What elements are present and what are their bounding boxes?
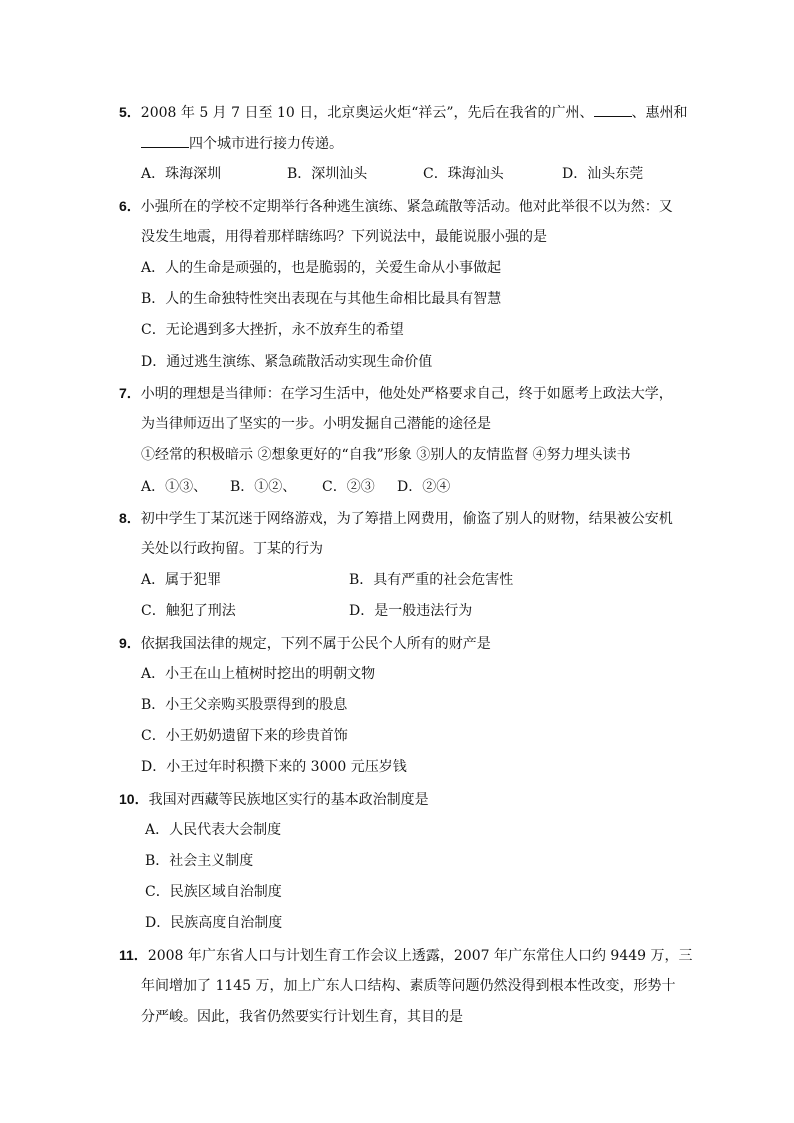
- option-d: D．民族高度自治制度: [145, 915, 283, 931]
- question-number: 5．: [119, 104, 141, 120]
- question-stem: 我国对西藏等民族地区实行的基本政治制度是: [148, 792, 429, 808]
- option-c: C．珠海汕头: [423, 166, 504, 182]
- question-5-line-2: [141, 133, 343, 154]
- option-d: D．②④: [397, 479, 451, 495]
- option-a: A．人的生命是顽强的，也是脆弱的，关爱生命从小事做起: [141, 260, 502, 276]
- option-c: C．无论遇到多大挫折，永不放弃生的希望: [141, 322, 404, 338]
- question-stem: 四个城市进行接力传递。: [189, 136, 343, 152]
- question-7-line-3: [141, 445, 631, 465]
- option-b: B．小王父亲购买股票得到的股息: [141, 697, 348, 713]
- option-b: B．社会主义制度: [145, 853, 254, 869]
- question-5-line-1: [119, 102, 688, 123]
- question-stem: 没发生地震，用得着那样瞎练吗？下列说法中，最能说服小强的是: [141, 229, 547, 245]
- option-a: A．①③、: [141, 479, 208, 495]
- option-a: A．珠海深圳: [141, 166, 222, 182]
- question-8-line-1: [119, 508, 673, 529]
- option-c: C．触犯了刑法: [141, 603, 236, 619]
- option-a: A．小王在山上植树时挖出的明朝文物: [141, 666, 376, 682]
- question-stem: 为当律师迈出了坚实的一步。小明发掘自己潜能的途径是: [141, 416, 491, 432]
- question-stem: 年间增加了 1145 万，加上广东人口结构、素质等问题仍然没得到根本性改变，形势十: [141, 978, 676, 994]
- option-b: B．深圳汕头: [287, 166, 368, 182]
- option-d: D．汕头东莞: [562, 166, 644, 182]
- option-b: B．①②、: [230, 479, 297, 495]
- question-stem: ①经常的积极暗示 ②想象更好的“自我”形象 ③别人的友情监督 ④努力埋头读书: [141, 447, 631, 463]
- option-d: D．小王过年时积攒下来的 3000 元压岁钱: [141, 759, 407, 775]
- answer-blank: [141, 133, 189, 148]
- option-b: B．人的生命独特性突出表现在与其他生命相比最具有智慧: [141, 291, 502, 307]
- question-6-line-1: [119, 196, 673, 217]
- question-7-line-1: [119, 383, 673, 404]
- question-stem: 依据我国法律的规定，下列不属于公民个人所有的财产是: [140, 636, 491, 652]
- option-a: A．人民代表大会制度: [145, 822, 282, 838]
- option-a: A．属于犯罪: [141, 572, 222, 588]
- question-number: 8．: [119, 510, 141, 526]
- question-number: 9．: [119, 635, 141, 651]
- question-stem: 、惠州和: [631, 105, 688, 121]
- question-11-line-2: [141, 976, 676, 996]
- option-c: C．②③: [322, 479, 375, 495]
- option-d: D．通过逃生演练、紧急疏散活动实现生命价值: [141, 354, 433, 370]
- question-stem: 初中学生丁某沉迷于网络游戏，为了筹措上网费用，偷盗了别人的财物，结果被公安机: [140, 511, 673, 527]
- answer-blank: [594, 102, 632, 117]
- question-7-line-2: [141, 414, 491, 434]
- question-number: 7．: [119, 385, 141, 401]
- question-stem: 2008 年广东省人口与计划生育工作会议上透露，2007 年广东常住人口约 9449 万，三: [147, 948, 693, 964]
- question-stem: 分严峻。因此，我省仍然要实行计划生育，其目的是: [141, 1009, 463, 1025]
- question-8-line-2: [141, 539, 323, 559]
- question-6-line-2: [141, 227, 547, 247]
- question-stem: 小强所在的学校不定期举行各种逃生演练、紧急疏散等活动。他对此举很不以为然：又: [140, 199, 673, 215]
- question-9-line-1: [119, 633, 491, 654]
- question-stem: 小明的理想是当律师：在学习生活中，他处处严格要求自己，终于如愿考上政法大学，: [140, 386, 673, 402]
- option-c: C．民族区域自治制度: [145, 884, 282, 900]
- question-number: 11．: [119, 947, 148, 963]
- question-number: 6．: [119, 198, 141, 214]
- option-c: C．小王奶奶遗留下来的珍贵首饰: [141, 728, 348, 744]
- question-stem: 2008 年 5 月 7 日至 10 日，北京奥运火炬“祥云”，先后在我省的广州、: [140, 105, 594, 121]
- question-stem: 关处以行政拘留。丁某的行为: [141, 541, 323, 557]
- question-number: 10．: [119, 791, 149, 807]
- option-d: D．是一般违法行为: [349, 603, 473, 619]
- question-11-line-1: [119, 945, 693, 966]
- question-11-line-3: [141, 1007, 463, 1027]
- question-10-line-1: [119, 789, 429, 810]
- option-b: B．具有严重的社会危害性: [349, 572, 514, 588]
